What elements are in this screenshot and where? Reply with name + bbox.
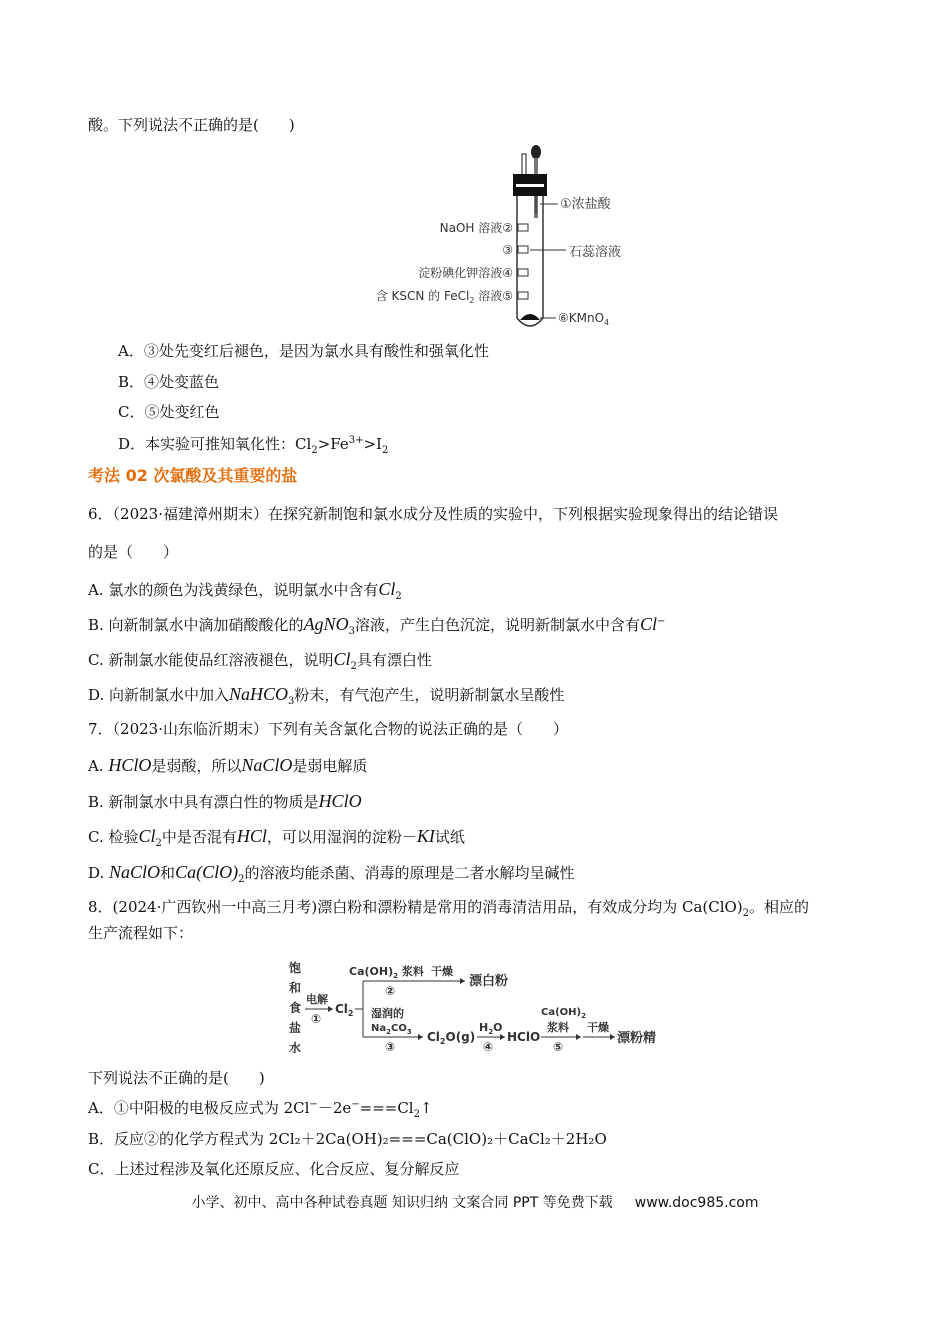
- step1-label: ①: [311, 1012, 322, 1026]
- test-tube: [517, 196, 543, 326]
- slurry-label-2: 浆料: [547, 1021, 569, 1034]
- label-naoh: NaOH 溶液②: [439, 221, 513, 235]
- q6-option-a: A. 氯水的颜色为浅黄绿色，说明氯水中含有$Cl_2$: [88, 579, 402, 602]
- page-footer: [0, 1192, 950, 1212]
- label-conc-hcl: ①浓盐酸: [560, 197, 611, 212]
- label-pad3-num: ③: [502, 243, 513, 257]
- footer-text: 小学、初中、高中各种试卷真题 知识归纳 文案合同 PPT 等免费下载: [191, 1195, 613, 1211]
- cl2o-node: $Cl_2O(g)$: [427, 1030, 476, 1046]
- q5-option-d: D．本实验可推知氧化性：$Cl_2>Fe^{3+}>I_2$: [118, 435, 389, 456]
- brine-char-1: 饱: [289, 961, 302, 975]
- brine-char-4: 盐: [289, 1021, 302, 1035]
- kmno4-solid: [520, 314, 540, 320]
- dropper-bulb: [531, 145, 541, 159]
- brine-char-5: 水: [289, 1041, 302, 1055]
- q8-stem-line2: 生产流程如下：: [88, 924, 194, 942]
- q8-option-c: C．上述过程涉及氧化还原反应、化合反应、复分解反应: [88, 1160, 460, 1178]
- dry-label-2: 干燥: [587, 1021, 609, 1034]
- q7-option-a: A. HClO是弱酸，所以NaClO是弱电解质: [88, 755, 368, 775]
- pad-5: [518, 292, 528, 299]
- q7-stem: 7．（2023·山东临沂期末）下列有关含氯化合物的说法正确的是（ ）: [88, 720, 568, 738]
- apparatus-figure: [360, 142, 660, 334]
- caoh2-slurry-label: $Ca(OH)_2$ 浆料: [349, 965, 424, 980]
- footer-url[interactable]: www.doc985.com: [634, 1195, 759, 1211]
- section-heading: 考法 02 次氯酸及其重要的盐: [88, 466, 298, 485]
- q6-stem-line2: 的是（ ）: [88, 543, 179, 561]
- q5-option-b: B．④处变蓝色: [118, 373, 220, 391]
- wet-label: 湿润的: [371, 1007, 404, 1020]
- q7-option-b: B. 新制氯水中具有漂白性的物质是HClO: [88, 791, 362, 811]
- production-flowchart: [285, 955, 675, 1060]
- brine-char-3: 食: [289, 1001, 302, 1015]
- stopper-band: [516, 184, 544, 187]
- label-starch-ki: 淀粉碘化钾溶液④: [418, 266, 513, 280]
- label-kmno4: ⑥KMnO$_4$: [558, 311, 610, 327]
- pad-4: [518, 269, 528, 276]
- q8-option-a: A．①中阳极的电极反应式为 $2Cl^--2e^-===Cl_2↑$: [88, 1099, 433, 1120]
- q8-option-b: B．反应②的化学方程式为 2Cl₂＋2Ca(OH)₂===Ca(ClO)₂＋CaCl₂＋2H₂O: [88, 1130, 607, 1148]
- electrolysis-label: 电解: [306, 993, 328, 1006]
- q5-stem-tail: 酸。下列说法不正确的是( ): [88, 116, 295, 134]
- label-litmus: 石蕊溶液: [569, 245, 622, 260]
- tube-left: [522, 154, 526, 176]
- bleach-powder: 漂白粉: [469, 974, 509, 989]
- q8-stem-line1: 8．(2024·广西钦州一中高三月考)漂白粉和漂粉精是常用的消毒清洁用品，有效成分均为 $Ca(ClO)_2$。相应的: [88, 898, 810, 919]
- brine-char-2: 和: [289, 981, 302, 995]
- q5-option-a: A．③处先变红后褪色，是因为氯水具有酸性和强氧化性: [118, 342, 489, 360]
- bleach-essence: 漂粉精: [617, 1031, 657, 1046]
- step5-label: ⑤: [553, 1040, 564, 1054]
- caoh2-label-2: $Ca(OH)_2$: [541, 1007, 586, 1020]
- step3-label: ③: [385, 1040, 396, 1054]
- q7-option-c: C. 检验$Cl_2$中是否混有HCl，可以用湿润的淀粉－KI试纸: [88, 826, 465, 849]
- q6-option-b: B. 向新制氯水中滴加硝酸酸化的AgNO$_3$溶液，产生白色沉淀，说明新制氯水中含有Cl−: [88, 614, 666, 637]
- step2-label: ②: [385, 984, 396, 998]
- q6-option-c: C. 新制氯水能使品红溶液褪色，说明$Cl_2$具有漂白性: [88, 649, 432, 672]
- q6-stem-line1: 6．（2023·福建漳州期末）在探究新制饱和氯水成分及性质的实验中，下列根据实验现象得出的结论错误: [88, 505, 778, 523]
- na2co3-label: $Na_2CO_3$: [371, 1023, 412, 1036]
- q7-option-d: D. NaClO和$Ca(ClO)_2$的溶液均能杀菌、消毒的原理是二者水解均呈碱性: [88, 862, 575, 885]
- q8-stem2: 下列说法不正确的是( ): [88, 1069, 265, 1087]
- dry-label-1: 干燥: [431, 965, 453, 978]
- q5-option-c: C．⑤处变红色: [118, 403, 220, 421]
- h2o-label: $H_2O$: [479, 1021, 503, 1036]
- cl2-node: $Cl_2$: [335, 1002, 354, 1018]
- pad-3: [518, 246, 528, 253]
- step4-label: ④: [483, 1040, 494, 1054]
- pad-2: [518, 224, 528, 231]
- hclo-node: HClO: [507, 1030, 541, 1044]
- label-fecl2: 含 KSCN 的 FeCl$_2$ 溶液⑤: [375, 289, 513, 305]
- q6-option-d: D. 向新制氯水中加入NaHCO$_3$粉末，有气泡产生，说明新制氯水呈酸性: [88, 684, 565, 707]
